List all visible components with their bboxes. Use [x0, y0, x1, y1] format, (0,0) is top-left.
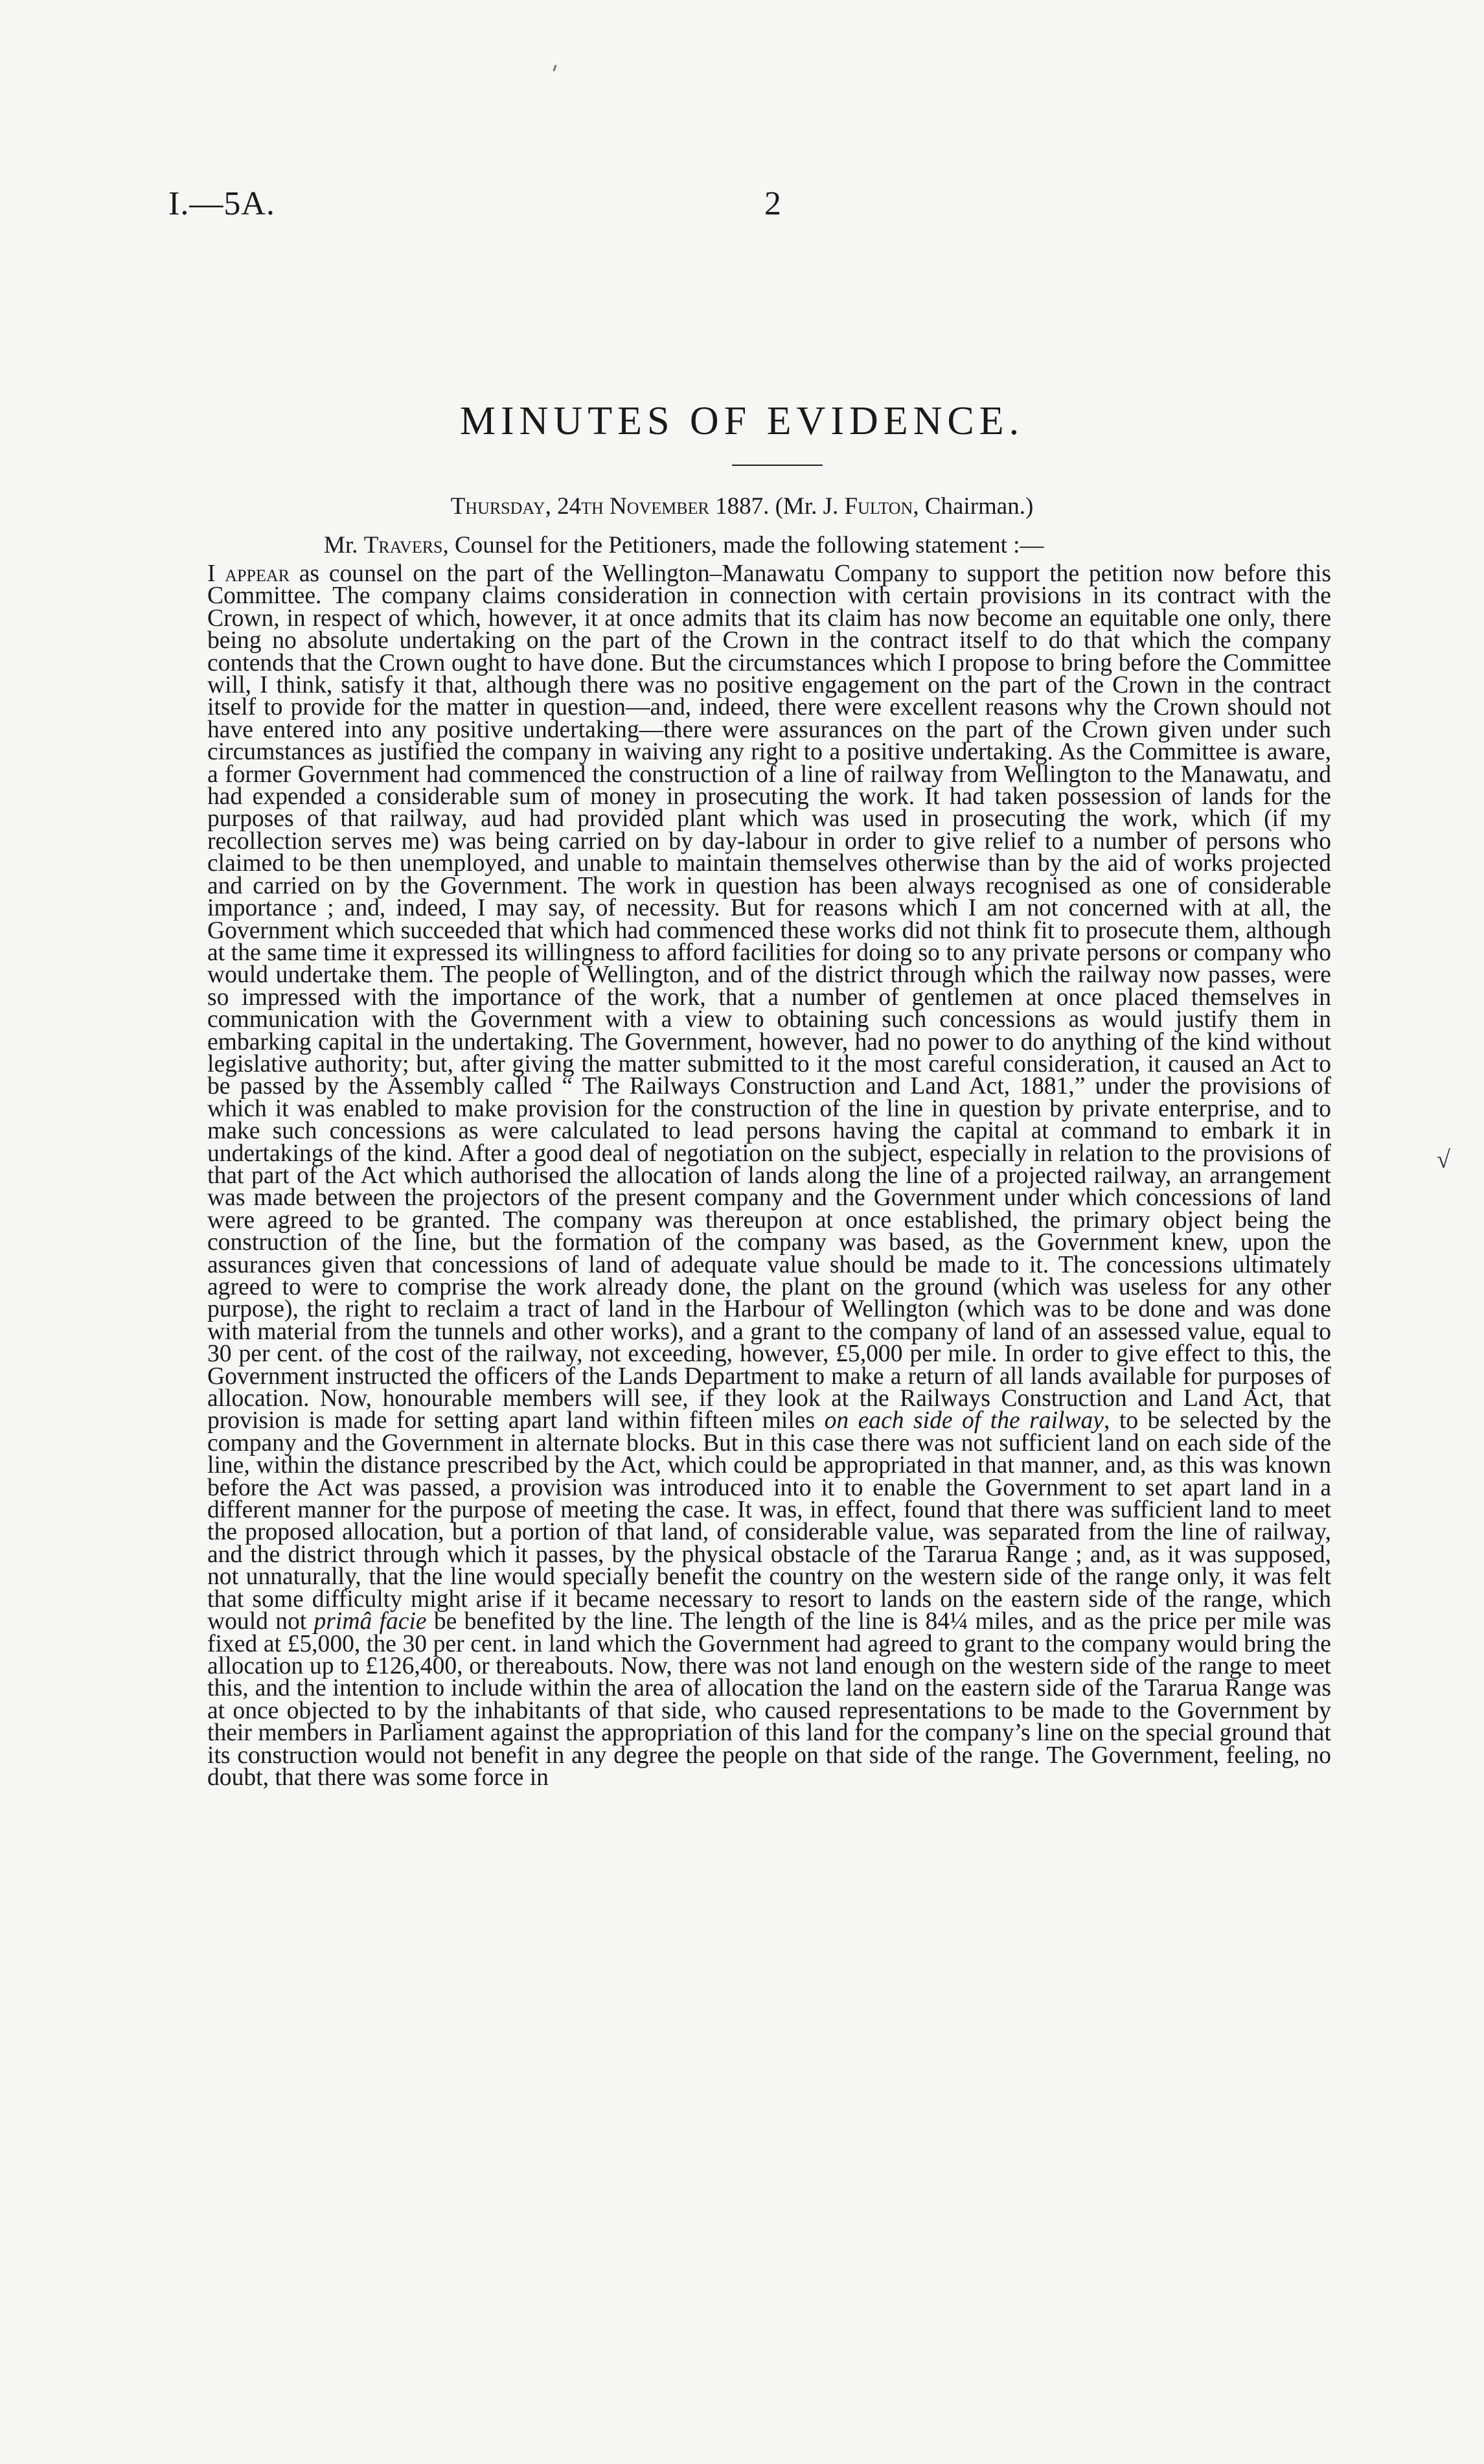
- chair-open: (Mr. J.: [775, 493, 845, 520]
- body-part-3: be benefited by the line. The length of the line is 84¼ miles, and as the price per mile was fixed at £5,000, the 30 per cent. in land which the Government had agreed to grant to the company would bring the allocation up to £126,400, or thereabouts. Now, there was not land enough on the western side of the range to meet this, and the intention to include within the area of allocation the land on the eastern side of the Tararua Range was at once objected to by the inhabitants of that side, who caused representations to be made to the Government by their members in Parliament against the appropriation of this land for the company’s line on the special ground that its construction would not benefit in any degree the people on that side of the range. The Government, feeling, no doubt, that there was some force in: [207, 1608, 1331, 1791]
- session-date-line: [0, 492, 1484, 520]
- statement-intro-rest: , Counsel for the Petitioners, made the following statement :—: [442, 532, 1044, 558]
- body-part-2: , to be selected by the company and the Government in alternate blocks. But in this case there was not sufficient land on each side of the line, within the distance prescribed by the Act, which could be appropriated in that manner, and, as this was known before the Act was passed, a provision was introduced into it to enable the Government to set apart land in a different manner for the purpose of meeting the case. It was, in effect, found that there was sufficient land to meet the proposed allocation, but a portion of that land, of considerable value, was separated from the line of railway, and the district through which it passes, by the physical obstacle of the Tararua Range ; and, as it was supposed, not unnaturally, that the line would specially benefit the country on the western side of the range only, it was felt that some difficulty might arise if it became necessary to resort to lands on the eastern side of the range, which would not: [207, 1407, 1332, 1635]
- statement-intro: [324, 531, 1044, 559]
- title-divider: [732, 465, 823, 466]
- page-title: MINUTES OF EVIDENCE.: [459, 399, 1025, 443]
- session-day: Thursday: [450, 493, 545, 520]
- body-part-1: as counsel on the part of the Wellington–Manawatu Company to support the petition now before this Committee. The company claims consideration in connection with certain provisions in its contract with the Crown, in respect of which, however, it at once admits that its claim has now become an equitable one only, there being no absolute undertaking on the part of the Crown in the contract itself to do that which the company contends that the Crown ought to have done. But the circumstances which I propose to bring before the Committee will, I think, satisfy it that, although there was no positive engagement on the part of the Crown in the contract itself to provide for the matter in question—and, indeed, there were excellent reasons why the Crown should not have entered into any positive undertaking—there were assurances on the part of the Crown given under such circumstances as justified the company in waiving any right to a positive undertaking. As the Committee is aware, a former Government had commenced the construction of a line of railway from Wellington to the Manawatu, and had expended a considerable sum of money in prosecuting the work. It had taken possession of lands for the purposes of that railway, aud had provided plant which was used in prosecuting the work, which (if my recollection serves me) was being carried on by day-labour in order to give relief to a number of persons who claimed to be then unemployed, and unable to maintain themselves otherwise than by the aid of works projected and carried on by the Government. The work in question has been always recognised as one of considerable importance ; and, indeed, I may say, of necessity. But for reasons which I am not concerned with at all, the Government which succeeded that which had commenced these works did not think fit to prosecute them, although at the same time it expressed its willingness to afford facilities for doing so to any private persons or company who would undertake them. The people of Wellington, and of the district through which the railway now passes, were so impressed with the importance of the work, that a number of gentlemen at once placed themselves in communication with the Government with a view to obtaining such concessions as would justify them in embarking capital in the undertaking. The Government, however, had no power to do anything of the kind without legislative authority; but, after giving the matter submitted to it the most careful consideration, it caused an Act to be passed by the Assembly called “ The Railways Construction and Land Act, 1881,” under the provisions of which it was enabled to make provision for the construction of the line in question by private enterprise, and to make such concessions as were calculated to lead persons having the capital at command to embark it in undertakings of the kind. After a good deal of negotiation on the subject, especially in relation to the provisions of that part of the Act which authorised the allocation of lands along the line of a projected railway, an arrangement was made between the projectors of the present company and the Government under which concessions of land were agreed to be granted. The company was thereupon at once established, the primary object being the construction of the line, but the formation of the company was based, as the Government knew, upon the assurances given that concessions of land of adequate value should be made to it. The concessions ultimately agreed to were to comprise the work already done, the plant on the ground (which was useless for any other purpose), the right to reclaim a tract of land in the Harbour of Wellington (which was to be done and was done with material from the tunnels and other works), and a grant to the company of land of an assessed value, equal to 30 per cent. of the cost of the railway, not exceeding, however, £5,000 per mile. In order to give effect to this, the Government instructed the officers of the Lands Department to make a return of all lands available for purposes of allocation. Now, honourable members will see, if they look at the Railways Construction and Land Act, that provision is made for setting apart land within fifteen miles: [207, 560, 1331, 1434]
- body-lead: I appear: [207, 560, 290, 587]
- session-date: , 24th November 1887.: [545, 493, 770, 520]
- chair-name: Fulton: [844, 493, 913, 520]
- page-number: 2: [764, 185, 781, 222]
- document-reference: I.—5A.: [168, 185, 275, 222]
- body-italic-1: on each side of the railway: [824, 1407, 1104, 1434]
- margin-check-mark: √: [1437, 1146, 1450, 1173]
- body-italic-2: primâ facie: [314, 1608, 427, 1635]
- statement-body: [207, 560, 1332, 1791]
- speaker-prefix: Mr.: [324, 532, 364, 558]
- body-paragraph: [207, 560, 1332, 1791]
- chair-close: , Chairman.): [913, 493, 1034, 520]
- scan-speck: [553, 65, 556, 71]
- speaker-name: Travers: [363, 532, 443, 558]
